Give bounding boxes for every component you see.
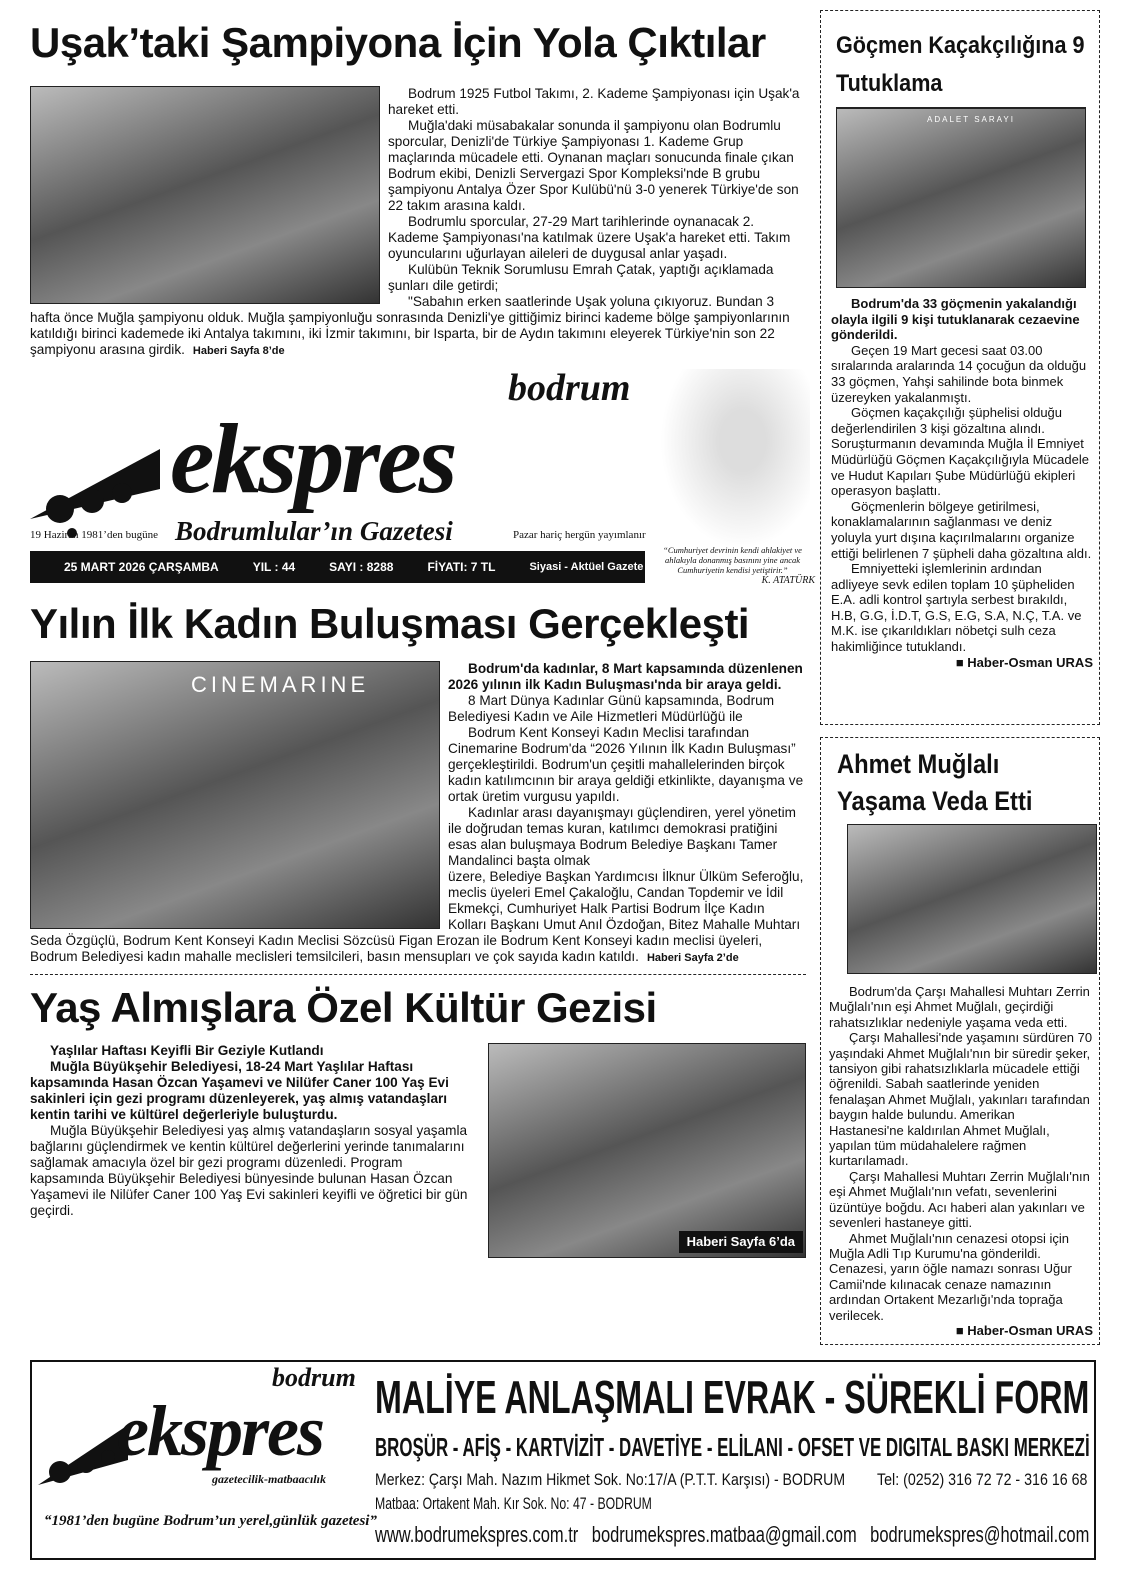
mosque-photo [488,1043,806,1258]
byline: ■ Haber-Osman URAS [955,1322,1093,1338]
side2-headline: Ahmet Muğlalı Yaşama Veda Etti [837,749,1033,816]
cinema-sign: CINEMARINE [191,672,370,697]
paragraph: Göçmenlerin bölgeye getirilmesi, konaklamalarının sağlanması ve deniz yoluyla yurt dışına kaçırılmalarını organize ettiği belirlenen 7 şüpheli daha gözaltına aldı. [831,498,1092,561]
ad-services: BROŞÜR - AFİŞ - KARTVİZİT - DAVETİYE - ELİLANI - OFSET VE DIGITAL BASKI MERKEZİ [375,1432,1090,1462]
ad-brand: ekspres [117,1391,323,1471]
brand-logo: ekspres [170,403,455,514]
main-column [30,18,815,1262]
story2-headline: Yılın İlk Kadın Buluşması Gerçekleşti [30,600,750,647]
ad-contacts [375,1522,1089,1548]
ad-tagline: “1981’den bugüne Bodrum’un yerel,günlük gazetesi” [44,1513,377,1529]
ataturk-quote: “Cumhuriyet devrinin kendi ahlakiyet ve ahlakıyla donanmış basınını yine ancak Cumhuriyetin kendisi yetiştirir.” [663,545,802,575]
story3-body [30,1043,806,1262]
paragraph: Çarşı Mahallesi Muhtarı Zerrin Muğlalı'nın eşi Ahmet Muğlalı'nın vefatı, sevenlerini üzüntüye boğdu. Acı haberi alan yakınları ve sevenleri hastaneye gitti. [829,1168,1090,1231]
issue-year: YIL : 44 [252,560,296,574]
ataturk-portrait [660,369,810,549]
paragraph: Muğla Büyükşehir Belediyesi yaş almış vatandaşların sosyal yaşamla bağlarını güçlendirmek ve kentin kültürel değerlerini yerinde tanımalarını sağlamak amacıyla özel bir gezi programı düzenledi. Program kapsamında Büyükşehir Belediyesi bünyesinde bulunan Hasan Özcan Yaşamevi ile Nilüfer Caner 100 Yaş Evi sakinleri keyifli ve öğretici bir gün geçirdi. [30,1123,468,1218]
side1-headline: Göçmen Kaçakçılığına 9 Tutuklama [836,32,1085,97]
continued-link[interactable]: Haberi Sayfa 8’de [192,345,285,357]
issue-bar [30,551,645,583]
womens-meeting-photo [30,661,440,929]
ad-logo-dots-icon [38,1410,128,1505]
quote-author: K. ATATÜRK [761,575,815,586]
story2-continued: üzere, Belediye Başkan Yardımcısı İlknur Ülküm Seferoğlu, meclis üyeleri Emel Çakaloğlu, Candan Topdemir ve İdil Ekmekçi, Cumhuriyet Halk Partisi Bodrum İlçe Kadın Kolları Başkanı Umut Anıl Özdoğan, Bitez Mahalle Muhtarı Seda Özgüçlü, Bodrum Kent Konseyi Kadın Meclisi Sözcüsü Figan Erozan ile Bodrum Kent Konseyi kadın meclisi üyeleri, Bodrum Belediyesi kadın mahalle meclisleri temsilcileri, basın mensupları ve çok sayıda kadın katıldı. Haberi Sayfa 2’de [30,869,804,964]
ad-email-link[interactable]: bodrumekspres@hotmail.com [870,1522,1090,1547]
paragraph: Bodrum 1925 Futbol Takımı, 2. Kademe Şampiyonası için Uşak'a hareket etti. [388,86,800,117]
paragraph: Muğla'daki müsabakalar sonunda il şampiyonu olan Bodrumlu sporcular, Denizli'de Türkiye Şampiyonası 1. Kademe Grup maçlarında mücadele etti. Oynanan maçları sonucunda finale çıkan Bodrum ekibi, Denizli Servergazi Spor Kompleksi'nde B grubu şampiyonu Antalya Özer Spor Kulübü'nü 3-0 yenerek Türkiye'de son 22 takım arasına kaldı. [388,118,799,213]
courthouse-sign: ADALET SARAYI [927,115,1015,124]
football-team-photo [30,86,380,304]
brand-small: bodrum [508,367,631,409]
lead: Bodrum'da kadınlar, 8 Mart kapsamında düzenlenen 2026 yılının ilk Kadın Buluşması'nda bir araya geldi. [448,661,803,692]
side-column [820,10,1100,1345]
courthouse-photo [836,108,1086,288]
ad-address-center: Merkez: Çarşı Mah. Nazım Hikmet Sok. No:17/A (P.T.T. Karşısı) - BODRUM [375,1470,846,1489]
paragraph: Göçmen kaçakçılığı şüphelisi olduğu değerlendirilen 3 kişi gözaltına alındı. Soruşturmanın devamında Muğla İl Emniyet Müdürlüğü Göçmen Kaçakçılığıyla Mücadele ve Hudut Kapıları Şube Müdürlüğü ekipleri operasyon başlattı. [831,405,1089,499]
story3-headline: Yaş Almışlara Özel Kültür Gezisi [30,984,657,1031]
paragraph: Geçen 19 Mart gecesi saat 03.00 sıralarında aralarında 14 çocuğun da olduğu 33 göçmen, Yahşi sahilinde bota binmek üzereyken yakalanmıştı. [831,342,1087,405]
continued-link[interactable]: Haberi Sayfa 2’de [646,952,739,964]
paragraph: Bodrum Kent Konseyi Kadın Meclisi tarafından Cinemarine Bodrum'da “2026 Yılının İlk Kadın Buluşması” gerçekleştirildi. Bodrum'un çeşitli mahallelerinden birçok kadın katılımcının bir araya geldiği etkinlikte, dayanışma ve ortak üretim vurgusu yapıldı. [448,725,804,804]
ad-address-press: Matbaa: Ortakent Mah. Kır Sok. No: 47 - BODRUM [375,1494,652,1513]
side-story-migrants [820,10,1100,725]
logo-dots-icon [30,429,160,539]
ad-headline: MALİYE ANLAŞMALI EVRAK - SÜREKLİ FORM [375,1371,1090,1423]
ad-brand-sub: gazetecilik-matbaacılık [212,1472,326,1486]
lead: Yaşlılar Haftası Keyifli Bir Geziyle Kutlandı [50,1043,324,1058]
issue-number: SAYI : 8288 [329,560,394,574]
paper-type: Siyasi - Aktüel Gazete [529,561,644,573]
divider [30,974,806,975]
paragraph: 8 Mart Dünya Kadınlar Günü kapsamında, Bodrum Belediyesi Kadın ve Aile Hizmetleri Müdürlüğü ile [448,693,775,724]
ahmet-muglali-photo [847,824,1097,974]
paragraph: Ahmet Muğlalı'nın cenazesi otopsi için Muğla Adli Tıp Kurumu'na gönderildi. Cenazesi, yarın öğle namazı sonrası Uğur Camii'nde kılınacak cenaze namazının ardından Ortakent Mezarlığı'nda toprağa verilecek. [829,1230,1072,1323]
paragraph: Kulübün Teknik Sorumlusu Emrah Çatak, yaptığı açıklamada şunları dile getirdi; [388,262,774,293]
ad-email-link[interactable]: bodrumekspres.matbaa@gmail.com [591,1522,857,1547]
story1-headline: Uşak’taki Şampiyona İçin Yola Çıktılar [30,19,766,66]
paragraph: Çarşı Mahallesi'nde yaşamını sürdüren 70 yaşındaki Ahmet Muğlalı'nın bir süredir şeker, tansiyon gibi rahatsızlıklarla mücadele ettiği öğrenildi. Sabah saatlerinde yeniden fenalaşan Ahmet Muğlalı, yakınları tarafından baygın halde bulundu. Amerikan Hastanesi'ne kaldırılan Ahmet Muğlalı, yapılan tüm müdahalelere rağmen kurtarılamadı. [829,1030,1093,1169]
ad-website-link[interactable]: www.bodrumekspres.com.tr [375,1522,579,1547]
paragraph: Emniyetteki işlemlerinin ardından adliyeye sevk edilen toplam 10 şüpheliden E.A. adli kontrol şartıyla serbest bırakıldı, H.B, G.G, İ.D.T, G.S, E.G, S.A, N.Ç, T.A. ve M.K. ise çıkarıldıkları nöbetçi sulh ceza hakimliğince tutuklandı. [831,561,1082,655]
ad-phone: Tel: (0252) 316 72 72 - 316 16 68 [877,1470,1088,1489]
issue-price: FİYATI: 7 TL [427,560,496,574]
paragraph: Bodrum'da Çarşı Mahallesi Muhtarı Zerrin Muğlalı'nın eşi Ahmet Muğlalı, geçirdiği rahatsızlıklar nedeniyle yaşama veda etti. [829,984,1090,1030]
lead: Bodrum'da 33 göçmenin yakalandığı olayla ilgili 9 kişi tutuklanarak cezaevine gönderildi. [831,296,1080,343]
continued-link[interactable]: Haberi Sayfa 6’da [679,1231,803,1253]
story1-body [30,86,806,359]
issue-date: 25 MART 2026 ÇARŞAMBA [64,560,219,574]
paragraph: Bodrumlu sporcular, 27-29 Mart tarihlerinde oynanacak 2. Kademe Şampiyonası'na katılmak üzere Uşak'a hareket etti. Takım oyuncularını uğurlayan aileleri de duygusal anlar yaşadı. [388,214,791,261]
ataturk-quote-block [650,545,815,587]
schedule-text: Pazar hariç hergün yayımlanır [513,529,646,541]
story2-body [30,661,806,966]
print-shop-ad [30,1360,1096,1560]
story1-quote: "Sabahın erken saatlerinde Uşak yoluna çıkıyoruz. Bundan 3 hafta önce Muğla şampiyonu olduk. Muğla şampiyonluğu sonrasında Denizli'ye gittiğimiz birinci kademe bölge şampiyonlarının katıldığı birinci kademede iki Antalya takımını, iki İzmir takımını, bir Isparta, bir de Aydın takımını eleyerek Türkiye'nin son 22 şampiyonu arasına girdik. Haberi Sayfa 8’de [30,294,790,357]
byline: ■ Haber-Osman URAS [955,654,1093,670]
masthead [30,367,815,591]
slogan: Bodrumlular’ın Gazetesi [175,516,453,546]
lead: Muğla Büyükşehir Belediyesi, 18-24 Mart Yaşlılar Haftası kapsamında Hasan Özcan Yaşamevi ve Nilüfer Caner 100 Yaş Evi sakinleri için gezi programı düzenleyerek, yaş almış vatandaşları kentin tarihi ve kültürel değerleriyle buluşturdu. [30,1059,449,1122]
paragraph: Kadınlar arası dayanışmayı güçlendiren, yerel yönetim ile doğrudan temas kuran, katılımcı demokrasi pratiğini esas alan buluşmaya Bodrum Belediye Başkanı Tamer Mandalinci başta olmak [448,805,796,868]
side-story-obituary [820,737,1100,1345]
ad-brand-small: bodrum [272,1363,356,1392]
since-text: 19 Haziran 1981’den bugüne [30,529,158,541]
